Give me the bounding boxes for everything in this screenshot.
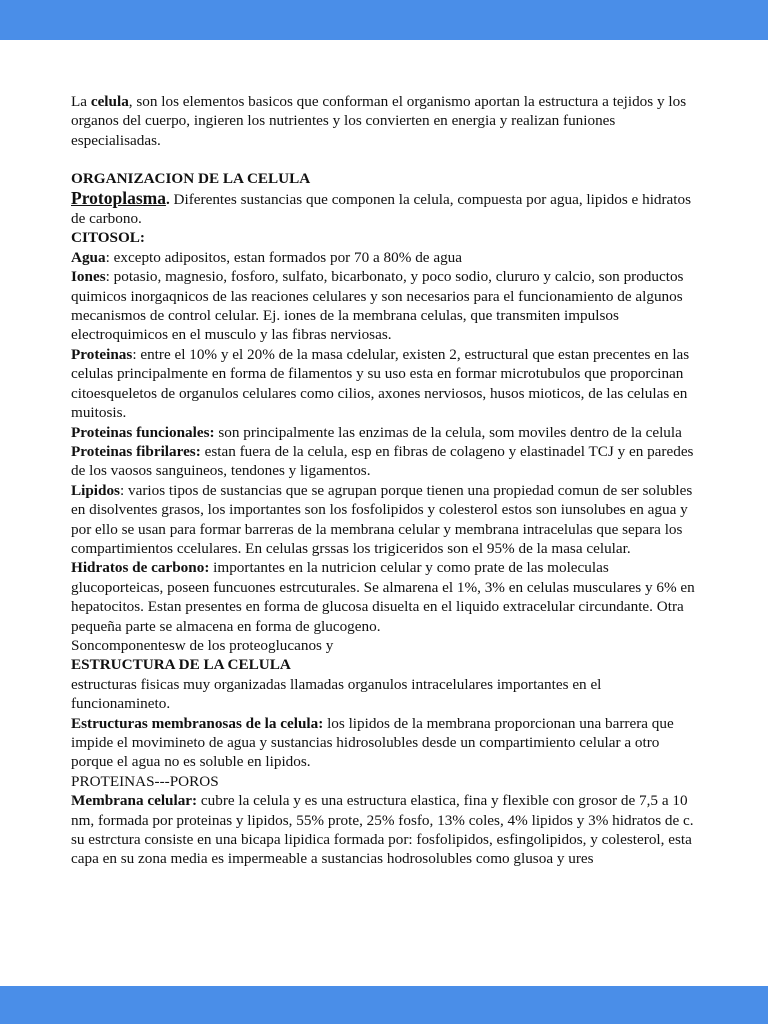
section-heading-organizacion: ORGANIZACION DE LA CELULA [71, 170, 311, 188]
proteinas-funcionales-paragraph [71, 423, 703, 442]
top-header-bar [0, 0, 768, 40]
proteinas-funcionales-term: Proteinas funcionales: [71, 423, 215, 441]
membrana-celular-term: Membrana celular: [71, 792, 198, 810]
protoplasma-paragraph [71, 189, 703, 229]
bicapa-paragraph: su estrctura consiste en una bicapa lipidica formada por: fosfolipidos, esfingolipidos, y colesterol, esta capa en su zona media es impermeable a sustancias hodrosolubles como glusoa y ures [71, 831, 692, 868]
intro-paragraph [71, 92, 703, 150]
protoplasma-text: Diferentes sustancias que componen la celula, compuesta por agua, lipidos e hidratos de carbono. [71, 190, 692, 228]
protoplasma-term: Protoplasma [71, 187, 166, 208]
bottom-footer-bar [0, 986, 768, 1024]
intro-prefix: La [71, 93, 91, 110]
proteinas-term: Proteinas [71, 345, 133, 363]
spacer [71, 150, 703, 169]
membrana-celular-paragraph [71, 791, 703, 830]
membranosas-paragraph [71, 714, 703, 772]
proteinas-text: : entre el 10% y el 20% de la masa cdelular, existen 2, estructural que estan precentes en las celulas principalmente en forma de filamentos y su uso esta en formar microtubulos que proporcinan citoesqueletos de organulos celulares como cilios, axones nerviosos, husos mioticos, de las celulas en muitosis. [71, 345, 690, 422]
membranosas-text: los lipidos de la membrana proporcionan una barrera que impide el movimineto de agua y sustancias hidrosolubles desde un compartimiento celular a otro porque el agua no es soluble en lipidos. [71, 714, 674, 771]
document-body [71, 92, 703, 869]
membranosas-term: Estructuras membranosas de la celula: [71, 714, 324, 732]
protoplasma-sep: . [165, 190, 170, 208]
hidratos-paragraph [71, 558, 703, 636]
proteinas-paragraph [71, 345, 703, 423]
proteinas-fibrilares-text: estan fuera de la celula, esp en fibras de colageno y elastinadel TCJ y en paredes de los vaosos sanguineos, tendones y ligamentos. [71, 442, 694, 480]
citosol-heading: CITOSOL: [71, 229, 145, 247]
lipidos-paragraph [71, 481, 703, 559]
section-heading-estructura: ESTRUCTURA DE LA CELULA [71, 656, 291, 674]
iones-paragraph [71, 267, 703, 345]
hidratos-text: importantes en la nutricion celular y como prate de las moleculas glucoporteicas, poseen funcuones estrcuturales. Se almarena el 1%, 3% en celulas musculares y 6% en hepatocitos. Estan presentes en forma de glucosa disuelta en el liquido extracelular circundante. Otra pequeña parte se almacena en forma de glucogeno. [71, 559, 695, 635]
intro-text: , son los elementos basicos que conforman el organismo aportan la estructura a tejidos y los organos del cuerpo, ingieren los nutrientes y los convierten en energia y realizan funiones especialisadas. [71, 93, 687, 149]
estructura-intro-paragraph: estructuras fisicas muy organizadas llamadas organulos intracelulares importantes en el funcionamineto. [71, 675, 602, 713]
iones-text: : potasio, magnesio, fosforo, sulfato, bicarbonato, y poco sodio, clururo y calcio, son productos quimicos inorgaqnicos de las reaciones celulares y son necesarios para el funcionamiento de algunos mecanismos de control celular. Ej. iones de la membrana celulas, que transmiten impulsos electroquimicos en el musculo y las fibras nerviosas. [71, 268, 684, 344]
agua-paragraph [71, 248, 703, 267]
hidratos-term: Hidratos de carbono: [71, 559, 210, 577]
membrana-celular-text: cubre la celula y es una estructura elastica, fina y flexible con grosor de 7,5 a 10 nm, formada por proteinas y lipidos, 55% prote, 25% fosfo, 13% coles, 4% lipidos y 3% hidratos de c. [71, 792, 694, 829]
proteinas-fibrilares-paragraph [71, 442, 703, 481]
lipidos-text: : varios tipos de sustancias que se agrupan porque tienen una propiedad comun de ser solubles en disolventes grasos, los importantes son los fosfolipidos y colesterol estos son iunsolubes en agua y por ello se usan para formar barreras de la membrana celular y membrana intracelulas que separa los compartimientos ccelulares. En celulas grssas los trigiceridos son el 95% de la masa celular. [71, 481, 693, 557]
proteinas-fibrilares-term: Proteinas fibrilares: [71, 442, 201, 460]
lipidos-term: Lipidos [71, 481, 120, 499]
agua-text: : excepto adipositos, estan formados por 70 a 80% de agua [105, 248, 462, 266]
proteinas-funcionales-text: son principalmente las enzimas de la celula, som moviles dentro de la celula [214, 423, 682, 441]
iones-term: Iones [71, 268, 106, 286]
proteinas-poros-line: PROTEINAS---POROS [71, 772, 219, 790]
intro-term-celula: celula [90, 93, 129, 110]
agua-term: Agua [71, 248, 106, 266]
soncomponentes-line: Soncomponentesw de los proteoglucanos y [71, 636, 334, 654]
